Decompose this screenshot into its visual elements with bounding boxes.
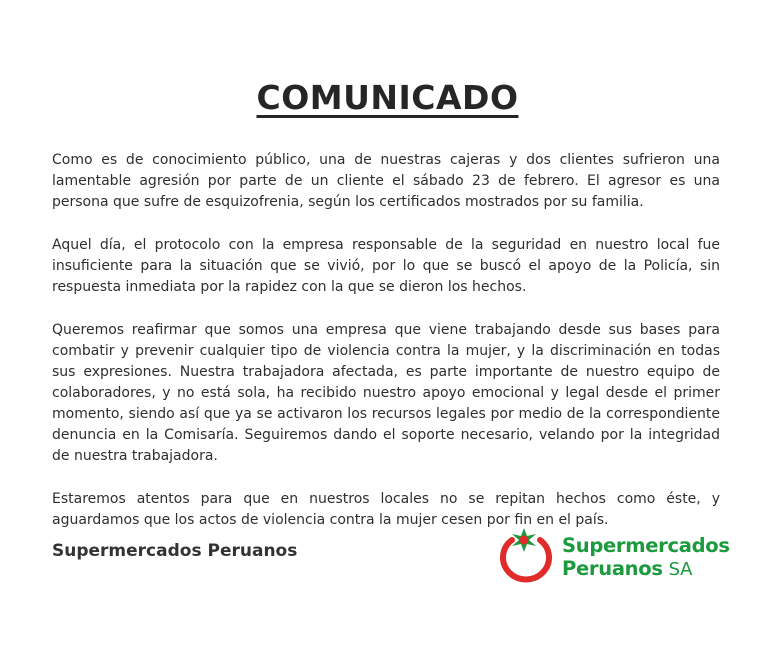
logo-wordmark [562, 534, 730, 581]
logo-suffix: SA [668, 559, 693, 580]
tomato-logo-icon [496, 526, 556, 584]
page-title-text: COMUNICADO [256, 78, 519, 117]
page-title [0, 76, 775, 120]
signature: Supermercados Peruanos [52, 541, 298, 561]
statement-body [52, 150, 720, 553]
paragraph-1: Como es de conocimiento público, una de nuestras cajeras y dos clientes sufrieron una lamentable agresión por parte de un cliente el sábado 23 de febrero. El agresor es una persona que sufre de esquizofrenia, según los certificados mostrados por su familia. [52, 152, 720, 210]
logo-line-2-text: Peruanos [562, 557, 663, 580]
paragraph-4: Estaremos atentos para que en nuestros locales no se repitan hechos como éste, y aguardamos que los actos de violencia contra la mujer cesen por fin en el país. [52, 491, 720, 528]
paragraph-2: Aquel día, el protocolo con la empresa responsable de la seguridad en nuestro local fue insuficiente para la situación que se vivió, por lo que se buscó el apoyo de la Policía, sin respuesta inmediata por la rapidez con la que se dieron los hechos. [52, 237, 720, 295]
logo-line-1: Supermercados [562, 534, 730, 557]
company-logo [496, 526, 736, 586]
logo-line-2 [562, 557, 730, 581]
paragraph-3: Queremos reafirmar que somos una empresa que viene trabajando desde sus bases para combatir y prevenir cualquier tipo de violencia contra la mujer, y la discriminación en todas sus expresiones. Nuestra trabajadora afectada, es parte importante de nuestro equipo de colaboradores, y no está sola, ha recibido nuestro apoyo emocional y legal desde el primer momento, siendo así que ya se activaron los recursos legales por medio de la correspondiente denuncia en la Comisaría. Seguiremos dando el soporte necesario, velando por la integridad de nuestra trabajadora. [52, 322, 720, 464]
